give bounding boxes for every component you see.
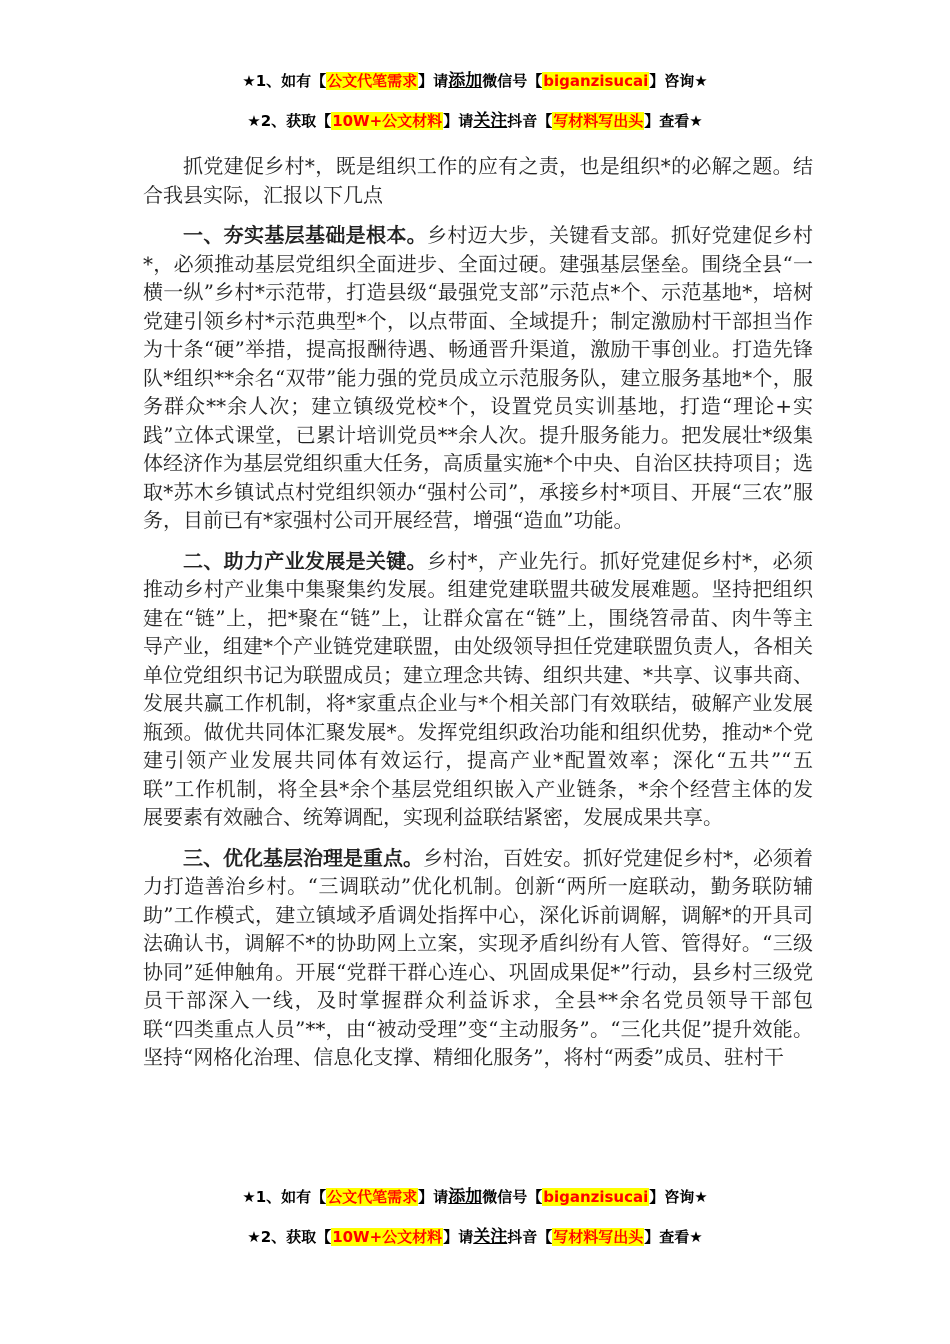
star-icon: ★ [694, 1188, 708, 1206]
highlight-wechat-id: biganzisucai [543, 72, 649, 90]
intro-paragraph: 抓党建促乡村*，既是组织工作的应有之责，也是组织*的必解之题。结合我县实际，汇报以下几点 [143, 154, 813, 207]
banner-text: 】请 [418, 72, 449, 90]
star-icon: ★ [242, 1188, 256, 1206]
banner-text: 2、获取【 [260, 112, 332, 130]
banner-text: 】查看 [644, 1228, 690, 1246]
underlined-add: 添加 [448, 1187, 483, 1207]
banner-text: 1、如有【 [255, 72, 327, 90]
banner-text: 】请 [443, 112, 474, 130]
underlined-follow: 关注 [473, 1227, 508, 1247]
star-icon: ★ [689, 1228, 703, 1246]
banner-text: 抖音【 [507, 112, 553, 130]
star-icon: ★ [689, 112, 703, 130]
banner-text: 】咨询 [649, 72, 695, 90]
section-paragraph-2: 二、助力产业发展是关键。乡村*，产业先行。抓好党建促乡村*，必须推动乡村产业集中集聚集约发展。组建党建联盟共破发展难题。坚持把组织建在“链”上，把*聚在“链”上，让群众富在“链”上，围绕笤帚苗、肉牛等主导产业，组建*个产业链党建联盟，由处级领导担任党建联盟负责人，各相关单位党组织书记为联盟成员；建立理念共铸、组织共建、*共享、议事共商、发展共赢工作机制，将*家重点企业与*个相关部门有效联结，破解产业发展瓶颈。做优共同体汇聚发展*。发挥党组织政治功能和组织优势，推动*个党建引领产业发展共同体有效运行，提高产业*配置效率；深化“五共”“五联”工作机制，将全县*余个基层党组织嵌入产业链条，*余个经营主体的发展要素有效融合、统筹调配，实现利益联结紧密，发展成果共享。 [143, 548, 814, 829]
underlined-follow: 关注 [473, 111, 508, 131]
banner-text: 】查看 [644, 112, 690, 130]
highlight-wechat-id: biganzisucai [543, 1188, 649, 1206]
banner-text: 1、如有【 [255, 1188, 327, 1206]
highlight-douyin-account: 写材料写出头 [553, 112, 644, 130]
highlight-materials: 10W+公文材料 [332, 1228, 443, 1246]
bottom-banner-line-2 [0, 1226, 950, 1248]
document-body [143, 152, 813, 1084]
banner-text: 微信号【 [482, 72, 543, 90]
star-icon: ★ [242, 72, 256, 90]
section-paragraph-3: 三、优化基层治理是重点。乡村治，百姓安。抓好党建促乡村*，必须着力打造善治乡村。“三调联动”优化机制。创新“两所一庭联动，勤务联防辅助”工作模式，建立镇域矛盾调处指挥中心，深化诉前调解，调解*的开具司法确认书，调解不*的协助网上立案，实现矛盾纠纷有人管、管得好。“三级协同”延伸触角。开展“党群干群心连心、巩固成果促*”行动，县乡村三级党员干部深入一线，及时掌握群众利益诉求，全县**余名党员领导干部包联“四类重点人员”**，由“被动受理”变“主动服务”。“三化共促”提升效能。坚持“网格化治理、信息化支撑、精细化服务”，将村“两委”成员、驻村干 [143, 845, 813, 1069]
banner-text: 抖音【 [507, 1228, 553, 1246]
highlight-materials: 10W+公文材料 [332, 112, 443, 130]
star-icon: ★ [247, 1228, 261, 1246]
banner-text: 】请 [418, 1188, 449, 1206]
underlined-add: 添加 [448, 71, 483, 91]
banner-text: 微信号【 [482, 1188, 543, 1206]
star-icon: ★ [247, 112, 261, 130]
banner-text: 】请 [443, 1228, 474, 1246]
highlight-service: 公文代笔需求 [327, 1188, 418, 1206]
banner-text: 】咨询 [649, 1188, 695, 1206]
highlight-douyin-account: 写材料写出头 [553, 1228, 644, 1246]
section-heading: 一、夯实基层基础是根本。 [183, 223, 427, 247]
top-banner-line-2 [0, 110, 950, 132]
section-paragraph-1: 一、夯实基层基础是根本。乡村迈大步，关键看支部。抓好党建促乡村*，必须推动基层党组织全面进步、全面过硬。建强基层堡垒。围绕全县“一横一纵”乡村*示范带，打造县级“最强党支部”示范点*个、示范基地*，培树党建引领乡村*示范典型*个，以点带面、全域提升；制定激励村干部担当作为十条“硬”举措，提高报酬待遇、畅通晋升渠道，激励干事创业。打造先锋队*组织**余名“双带”能力强的党员成立示范服务队，建立服务基地*个，服务群众**余人次；建立镇级党校*个，设置党员实训基地，打造“理论+实践”立体式课堂，已累计培训党员**余人次。提升服务能力。把发展壮*级集体经济作为基层党组织重大任务，高质量实施*个中央、自治区扶持项目；选取*苏木乡镇试点村党组织领办“强村公司”，承接乡村*项目、开展“三农”服务，目前已有*家强村公司开展经营，增强“造血”功能。 [143, 223, 813, 532]
star-icon: ★ [694, 72, 708, 90]
section-heading: 二、助力产业发展是关键。 [183, 548, 427, 573]
section-heading: 三、优化基层治理是重点。 [183, 845, 423, 870]
top-banner-line-1 [0, 70, 950, 92]
bottom-banner-line-1 [0, 1186, 950, 1208]
banner-text: 2、获取【 [260, 1228, 332, 1246]
highlight-service: 公文代笔需求 [327, 72, 418, 90]
